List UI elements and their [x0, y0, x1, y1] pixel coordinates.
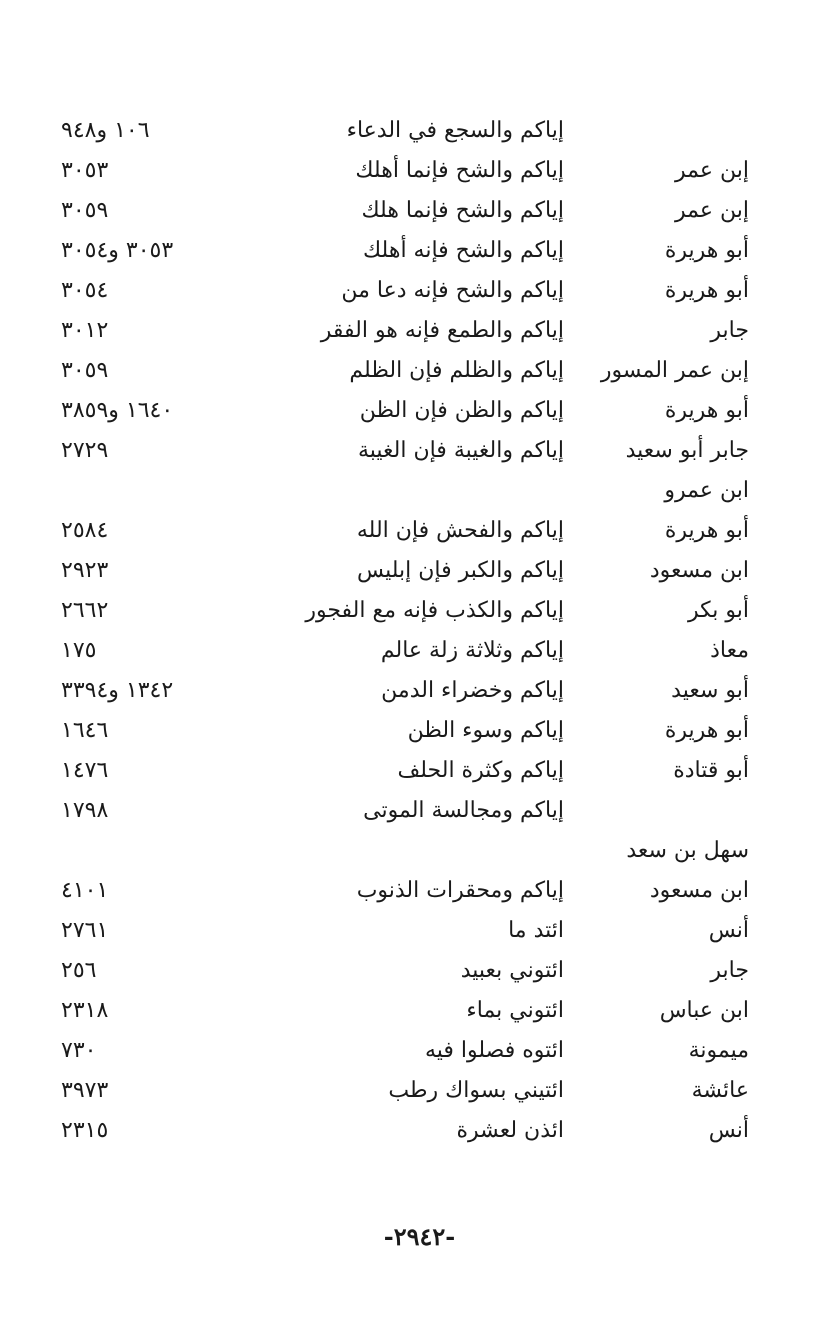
- index-row: [0, 392, 839, 432]
- hadith-incipit: ائتيني بسواك رطب: [388, 1078, 564, 1103]
- reference-numbers: ١٠٦ و٩٤٨: [61, 118, 150, 143]
- reference-numbers: ٢٧٢٩: [61, 438, 109, 463]
- narrator-name: ابن مسعود: [649, 558, 749, 583]
- hadith-incipit: إياكم والظن فإن الظن: [359, 398, 564, 423]
- narrator-name: أبو هريرة: [664, 398, 749, 423]
- page-number: -٢٩٤٢-: [383, 1222, 456, 1251]
- narrator-name: إبن عمر: [675, 198, 749, 223]
- index-row: [0, 1072, 839, 1112]
- reference-numbers: ١٤٧٦: [61, 758, 109, 783]
- reference-numbers: ١٣٤٢ و٣٣٩٤: [61, 678, 174, 703]
- narrator-name: إبن عمر: [675, 158, 749, 183]
- hadith-incipit: ائتوه فصلوا فيه: [424, 1038, 564, 1063]
- narrator-name: أبو هريرة: [664, 718, 749, 743]
- index-row: [0, 552, 839, 592]
- index-row: [0, 192, 839, 232]
- index-row: [0, 472, 839, 512]
- index-table: [0, 112, 839, 1152]
- reference-numbers: ٢٩٢٣: [61, 558, 109, 583]
- index-row: [0, 432, 839, 472]
- index-row: [0, 672, 839, 712]
- reference-numbers: ١٧٥: [61, 638, 97, 663]
- narrator-name: أبو هريرة: [664, 278, 749, 303]
- reference-numbers: ١٦٤٠ و٣٨٥٩: [61, 398, 174, 423]
- narrator-name: أبو بكر: [687, 598, 749, 623]
- reference-numbers: ٢٣١٨: [61, 998, 109, 1023]
- narrator-name: إبن عمر المسور: [600, 358, 749, 383]
- reference-numbers: ٣٠٥٩: [61, 198, 109, 223]
- index-row: [0, 632, 839, 672]
- reference-numbers: ٣٠٥٩: [61, 358, 109, 383]
- narrator-name: معاذ: [710, 638, 749, 663]
- narrator-name: سهل بن سعد: [626, 838, 749, 863]
- index-row: [0, 992, 839, 1032]
- narrator-name: ميمونة: [688, 1038, 749, 1063]
- narrator-name: جابر: [710, 958, 749, 983]
- index-row: [0, 312, 839, 352]
- index-row: [0, 912, 839, 952]
- hadith-incipit: إياكم والظلم فإن الظلم: [349, 358, 564, 383]
- hadith-incipit: إياكم والفحش فإن الله: [356, 518, 564, 543]
- hadith-incipit: إياكم ومحقرات الذنوب: [356, 878, 564, 903]
- reference-numbers: ٣٠١٢: [61, 318, 109, 343]
- narrator-name: عائشة: [691, 1078, 749, 1103]
- index-row: [0, 112, 839, 152]
- hadith-incipit: إياكم والغيبة فإن الغيبة: [357, 438, 564, 463]
- index-row: [0, 352, 839, 392]
- reference-numbers: ٢٦٦٢: [61, 598, 109, 623]
- narrator-name: جابر أبو سعيد: [625, 438, 749, 463]
- reference-numbers: ٢٥٨٤: [61, 518, 109, 543]
- index-row: [0, 272, 839, 312]
- reference-numbers: ١٦٤٦: [61, 718, 109, 743]
- hadith-incipit: إياكم ومجالسة الموتى: [363, 798, 564, 823]
- hadith-incipit: إياكم وكثرة الحلف: [397, 758, 564, 783]
- index-row: [0, 512, 839, 552]
- index-row: [0, 592, 839, 632]
- narrator-name: ابن عباس: [659, 998, 749, 1023]
- hadith-incipit: إياكم والطمع فإنه هو الفقر: [320, 318, 564, 343]
- narrator-name: ابن مسعود: [649, 878, 749, 903]
- narrator-name: أنس: [708, 1118, 749, 1143]
- reference-numbers: ٢٥٦: [61, 958, 97, 983]
- narrator-name: أبو سعيد: [671, 678, 749, 703]
- index-row: [0, 832, 839, 872]
- reference-numbers: ٣٠٥٣: [61, 158, 109, 183]
- index-row: [0, 712, 839, 752]
- hadith-incipit: إياكم والشح فإنه دعا من: [341, 278, 564, 303]
- index-row: [0, 872, 839, 912]
- index-row: [0, 232, 839, 272]
- reference-numbers: ٢٣١٥: [61, 1118, 109, 1143]
- index-row: [0, 752, 839, 792]
- index-row: [0, 1112, 839, 1152]
- narrator-name: أبو هريرة: [664, 518, 749, 543]
- hadith-incipit: إياكم والشح فإنه أهلك: [363, 238, 564, 263]
- narrator-name: جابر: [710, 318, 749, 343]
- hadith-incipit: إياكم والكذب فإنه مع الفجور: [305, 598, 564, 623]
- hadith-incipit: إياكم وخضراء الدمن: [381, 678, 564, 703]
- reference-numbers: ٣٩٧٣: [61, 1078, 109, 1103]
- reference-numbers: ٤١٠١: [61, 878, 109, 903]
- reference-numbers: ٣٠٥٤: [61, 278, 109, 303]
- reference-numbers: ٢٧٦١: [61, 918, 109, 943]
- hadith-incipit: إياكم وثلاثة زلة عالم: [380, 638, 564, 663]
- hadith-incipit: ائتوني بعبيد: [460, 958, 564, 983]
- index-row: [0, 152, 839, 192]
- index-row: [0, 792, 839, 832]
- hadith-incipit: إياكم والشح فإنما أهلك: [355, 158, 564, 183]
- reference-numbers: ٣٠٥٣ و٣٠٥٤: [61, 238, 174, 263]
- narrator-name: أبو هريرة: [664, 238, 749, 263]
- hadith-incipit: إياكم والكبر فإن إبليس: [357, 558, 564, 583]
- narrator-name: أبو قتادة: [673, 758, 749, 783]
- index-row: [0, 1032, 839, 1072]
- narrator-name: ابن عمرو: [664, 478, 749, 503]
- hadith-incipit: إياكم وسوء الظن: [407, 718, 564, 743]
- narrator-name: أنس: [708, 918, 749, 943]
- index-row: [0, 952, 839, 992]
- hadith-incipit: ائتد ما: [508, 918, 564, 943]
- hadith-incipit: إياكم والسجع في الدعاء: [346, 118, 564, 143]
- reference-numbers: ١٧٩٨: [61, 798, 109, 823]
- hadith-incipit: ائتوني بماء: [466, 998, 564, 1023]
- hadith-incipit: إياكم والشح فإنما هلك: [361, 198, 564, 223]
- hadith-incipit: ائذن لعشرة: [456, 1118, 564, 1143]
- reference-numbers: ٧٣٠: [61, 1038, 97, 1063]
